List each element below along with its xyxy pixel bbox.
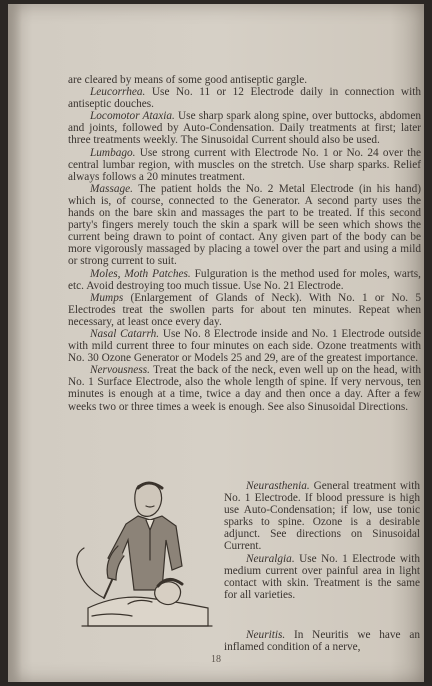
paragraph-gargle — [68, 74, 421, 86]
term-neuritis: Neuritis. — [246, 629, 286, 641]
term-nervousness: Nervousness. — [90, 364, 150, 377]
term-lumbago: Lumbago. — [90, 146, 136, 159]
main-text-block — [68, 74, 421, 413]
text-neuritis: In Neuritis we have an inflamed condition of a nerve, — [224, 629, 420, 654]
term-neurasthenia: Neurasthenia. — [246, 480, 310, 492]
paragraph-neurasthenia — [224, 480, 420, 553]
side-text-column — [224, 480, 420, 601]
term-mumps: Mumps — [90, 291, 124, 304]
page-number: 18 — [211, 654, 221, 665]
term-moles: Moles, Moth Patches. — [90, 267, 191, 280]
text-massage: The patient holds the No. 2 Metal Electrode (in his hand) which is, of course, connected to the Generator. A second party uses the hands on the bare skin and massages the part to be treated. If this second party's fingers merely touch the skin a spark will be seen which shows the current being drawn to point of contact. Any given part of the body can be more vigorously massaged by placing a towel over the part and using a mild or strong current to suit. — [68, 182, 421, 268]
illustration-svg — [68, 476, 218, 636]
paragraph-neuritis — [224, 629, 420, 653]
text-mumps: (Enlargement of Glands of Neck). With No. 1 or No. 5 Electrodes treat the swollen parts for about ten minutes. Repeat when necessary, at least once every day. — [68, 291, 421, 328]
text-neuralgia: Use No. 1 Electrode with medium current over painful area in light contact with skin. Treatment is the same for all varieties. — [224, 552, 420, 601]
text-locomotor-ataxia: Use sharp spark along spine, over buttocks, abdomen and joints, followed by Auto-Condensation. Daily treatments at first; later three treatments weekly. The Sinusoidal Current should also be used. — [68, 110, 421, 147]
book-page — [8, 4, 424, 682]
paragraph-massage — [68, 183, 421, 268]
paragraph-nervousness — [68, 364, 421, 412]
text-gargle: are cleared by means of some good antiseptic gargle. — [68, 74, 308, 86]
text-moles: Fulguration is the method used for moles, warts, etc. Avoid destroying too much tissue. Use No. 21 Electrode. — [68, 267, 422, 292]
paragraph-lumbago — [68, 147, 421, 183]
paragraph-mumps — [68, 292, 421, 328]
text-neurasthenia: General treatment with No. 1 Electrode. If blood pressure is high use Auto-Condensation; if low, use tonic sparks to spine. Ozone is a desirable adjunct. See directions on Sinusoidal Current. — [224, 480, 420, 553]
paragraph-moles — [68, 268, 421, 292]
paragraph-neuralgia — [224, 553, 420, 601]
paragraph-locomotor-ataxia — [68, 110, 421, 146]
illustration-electrotherapy — [68, 476, 218, 636]
paragraph-nasal-catarrh — [68, 328, 421, 364]
text-nervousness: Treat the back of the neck, even well up on the head, with No. 1 Surface Electrode, also the whole length of spine. If very nervous, ten minutes is enough at a time, twice a day and then once a day. After a few weeks two or three times a week is enough. See also Sinusoidal Directions. — [68, 364, 421, 413]
text-lumbago: Use strong current with Electrode No. 1 or No. 24 over the central lumbar region, with muscles on the stretch. Use sharp sparks. Relief always follows a 20 minutes treatment. — [68, 146, 421, 183]
term-massage: Massage. — [90, 182, 133, 195]
page-gutter-shadow — [8, 4, 22, 682]
term-nasal-catarrh: Nasal Catarrh. — [90, 327, 160, 340]
paragraph-leucorrhea — [68, 86, 421, 110]
text-nasal-catarrh: Use No. 8 Electrode inside and No. 1 Electrode outside with mild current three to four minutes on each side. Ozone treatments with No. 30 Ozone Generator or Models 25 and 29, are of the greatest importance. — [68, 327, 421, 365]
term-locomotor-ataxia: Locomotor Ataxia. — [90, 110, 175, 123]
term-neuralgia: Neuralgia. — [246, 552, 295, 565]
text-leucorrhea: Use No. 11 or 12 Electrode daily in connection with antiseptic douches. — [68, 86, 421, 111]
term-leucorrhea: Leucorrhea. — [90, 86, 146, 99]
